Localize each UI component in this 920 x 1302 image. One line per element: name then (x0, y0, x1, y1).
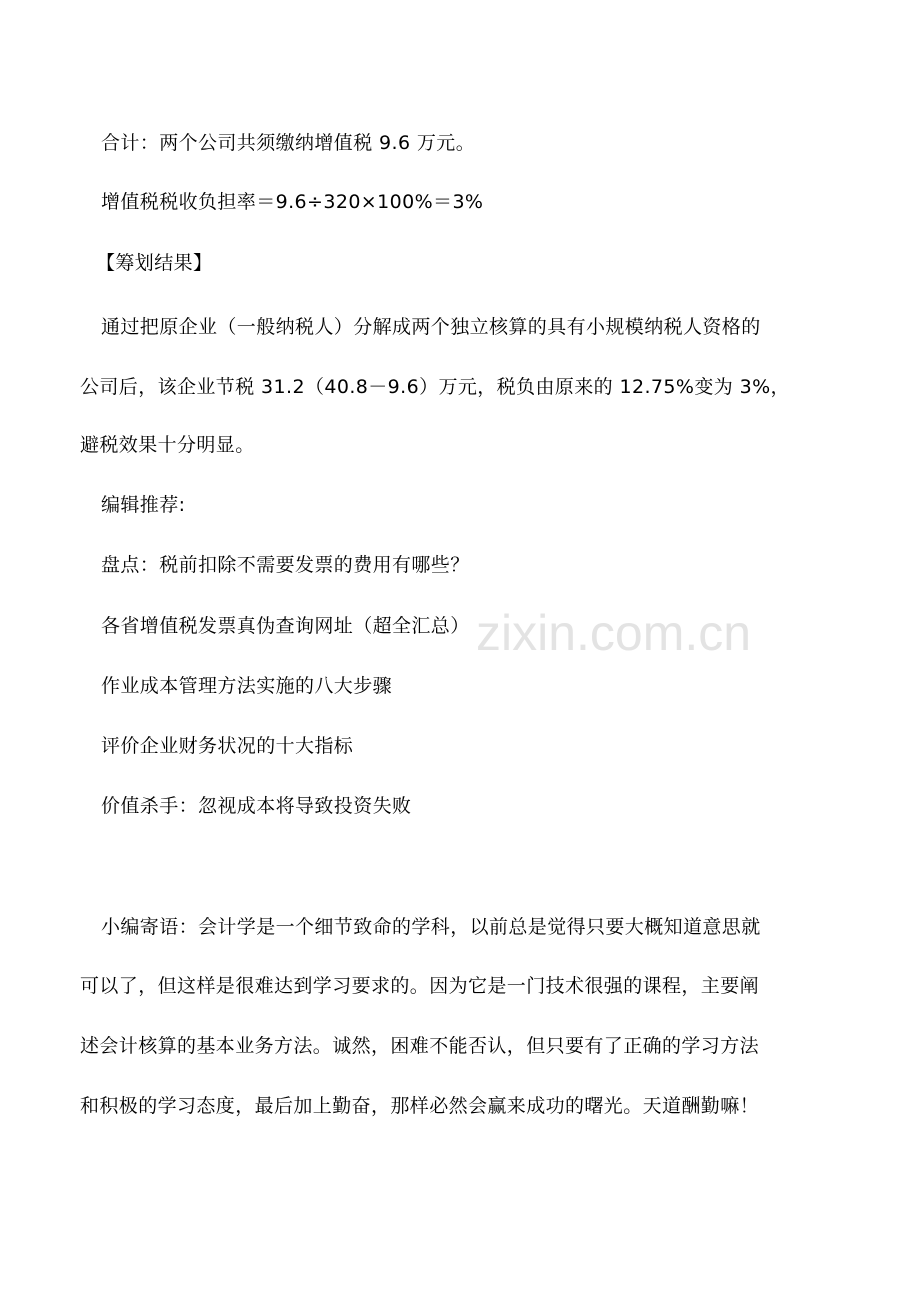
planning-result-heading: 【筹划结果】 (96, 252, 213, 274)
watermark: zixin.com.cn (476, 605, 752, 661)
editor-recommend-heading: 编辑推荐: (101, 494, 186, 516)
recommend-link-1[interactable]: 盘点：税前扣除不需要发票的费用有哪些？ (101, 554, 470, 576)
editor-note-line-4: 和积极的学习态度，最后加上勤奋，那样必然会赢来成功的曙光。天道酬勤嘛！ (80, 1095, 760, 1117)
editor-note-line-3: 述会计核算的基本业务方法。诚然，困难不能否认，但只要有了正确的学习方法 (80, 1035, 760, 1057)
vat-total-text: 合计：两个公司共须缴纳增值税 9.6 万元。 (101, 132, 476, 154)
recommend-link-4[interactable]: 评价企业财务状况的十大指标 (101, 735, 354, 757)
planning-result-line-1: 通过把原企业（一般纳税人）分解成两个独立核算的具有小规模纳税人资格的 (101, 316, 761, 338)
editor-note-line-1: 小编寄语：会计学是一个细节致命的学科，以前总是觉得只要大概知道意思就 (101, 916, 761, 938)
vat-burden-rate-text: 增值税税收负担率＝9.6÷320×100%＝3% (101, 191, 484, 213)
recommend-link-3[interactable]: 作业成本管理方法实施的八大步骤 (101, 675, 393, 697)
planning-result-line-3: 避税效果十分明显。 (80, 434, 255, 456)
recommend-link-5[interactable]: 价值杀手：忽视成本将导致投资失败 (101, 795, 412, 817)
recommend-link-2[interactable]: 各省增值税发票真伪查询网址（超全汇总） (101, 615, 470, 637)
editor-note-line-2: 可以了，但这样是很难达到学习要求的。因为它是一门技术很强的课程，主要阐 (80, 975, 760, 997)
planning-result-line-2: 公司后，该企业节税 31.2（40.8－9.6）万元，税负由原来的 12.75%变为 3%， (80, 376, 790, 398)
